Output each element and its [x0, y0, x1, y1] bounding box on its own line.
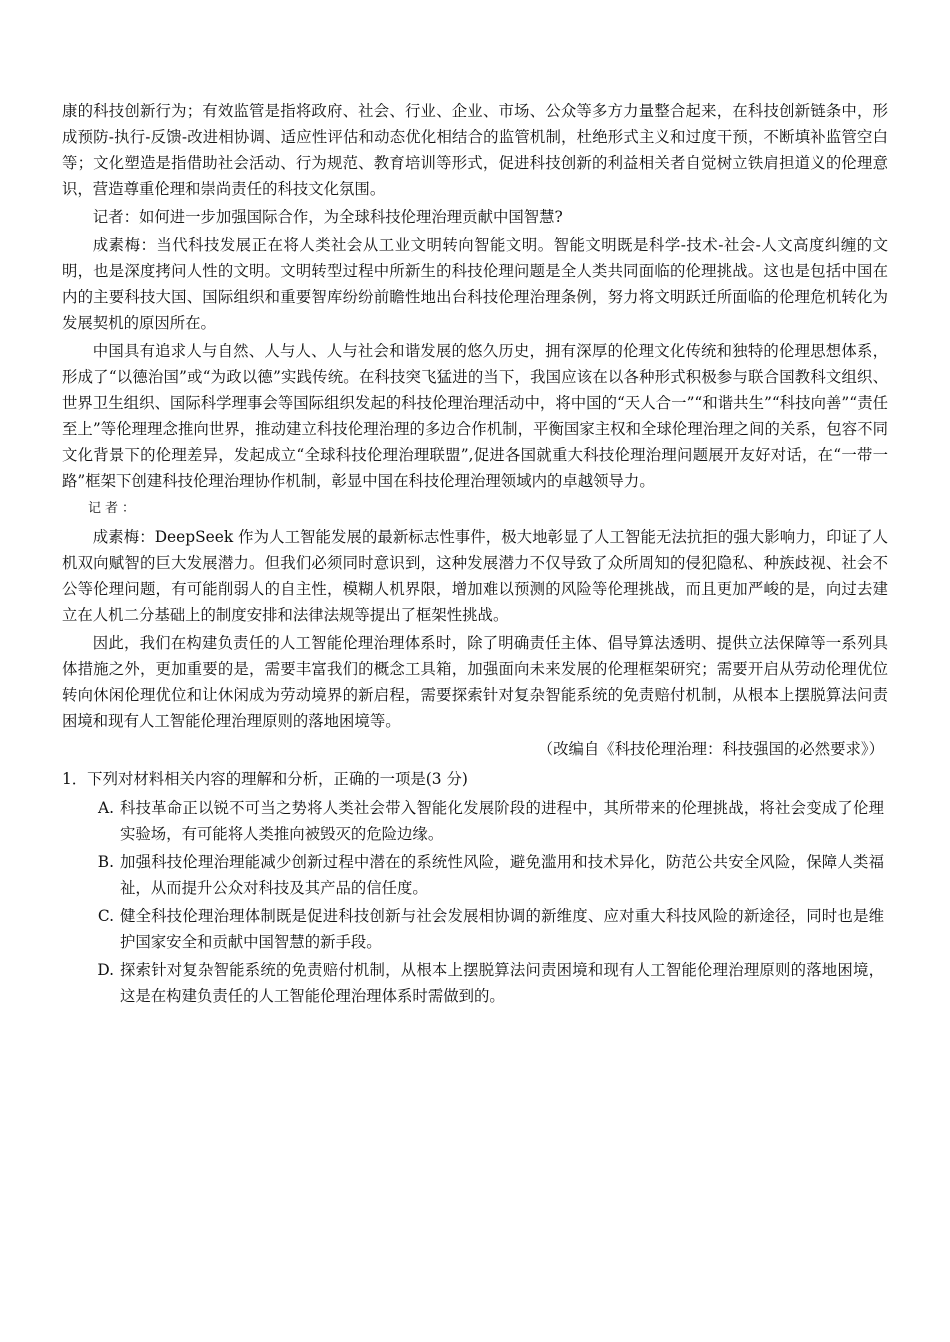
option-text: 健全科技伦理治理体制既是促进科技创新与社会发展相协调的新维度、应对重大科技风险的新途径，同时也是维护国家安全和贡献中国智慧的新手段。	[120, 907, 884, 951]
option-text: 科技革命正以锐不可当之势将人类社会带入智能化发展阶段的进程中，其所带来的伦理挑战，将社会变成了伦理实验场，有可能将人类推向被毁灭的危险边缘。	[120, 799, 884, 843]
paragraph-5: 记者：	[88, 501, 140, 516]
paragraph-7: 因此，我们在构建负责任的人工智能伦理治理体系时，除了明确责任主体、倡导算法透明、提供立法保障等一系列具体措施之外，更加重要的是，需要丰富我们的概念工具箱，加强面向未来发展的伦理框架研究；需要开启从劳动伦理优位转向休闲伦理优位和让休闲成为劳动境界的新启程，需要探索针对复杂智能系统的免责赔付机制，从根本上摆脱算法问责困境和现有人工智能伦理治理原则的落地困境等。	[62, 634, 888, 730]
option-letter: C.	[97, 907, 114, 925]
option-b[interactable]	[62, 849, 888, 901]
article	[62, 98, 888, 762]
option-letter: A.	[97, 799, 114, 817]
option-letter: B.	[97, 853, 114, 871]
option-c[interactable]	[62, 903, 888, 955]
paragraph-6: 成素梅：DeepSeek 作为人工智能发展的最新标志性事件，极大地彰显了人工智能无法抗拒的强大影响力，印证了人机双向赋智的巨大发展潜力。但我们必须同时意识到，这种发展潜力不仅导致了众所周知的侵犯隐私、种族歧视、社会不公等伦理问题，有可能削弱人的自主性，模糊人机界限，增加难以预测的风险等伦理挑战，而且更加严峻的是，向过去建立在人机二分基础上的制度安排和法律法规等提出了框架性挑战。	[62, 528, 888, 624]
paragraph-1: 康的科技创新行为；有效监管是指将政府、社会、行业、企业、市场、公众等多方力量整合起来，在科技创新链条中，形成预防-执行-反馈-改进相协调、适应性评估和动态优化相结合的监管机制，杜绝形式主义和过度干预，不断填补监管空白等；文化塑造是指借助社会活动、行为规范、教育培训等形式，促进科技创新的利益相关者自觉树立铁肩担道义的伦理意识，营造尊重伦理和崇尚责任的科技文化氛围。	[62, 102, 888, 198]
option-text: 探索针对复杂智能系统的免责赔付机制，从根本上摆脱算法问责困境和现有人工智能伦理治理原则的落地困境，这是在构建负责任的人工智能伦理治理体系时需做到的。	[120, 961, 884, 1005]
question-stem: 1．下列对材料相关内容的理解和分析，正确的一项是(3 分)	[62, 770, 468, 788]
option-d[interactable]	[62, 957, 888, 1009]
question-1	[62, 766, 888, 1009]
article-source: （改编自《科技伦理治理：科技强国的必然要求》）	[537, 740, 884, 758]
option-text: 加强科技伦理治理能减少创新过程中潜在的系统性风险，避免滥用和技术异化，防范公共安全风险，保障人类福祉，从而提升公众对科技及其产品的信任度。	[120, 853, 884, 897]
paragraph-2: 记者：如何进一步加强国际合作，为全球科技伦理治理贡献中国智慧?	[92, 208, 563, 226]
paragraph-4: 中国具有追求人与自然、人与人、人与社会和谐发展的悠久历史，拥有深厚的伦理文化传统和独特的伦理思想体系，形成了“以德治国”或“为政以德”实践传统。在科技突飞猛进的当下，我国应该在以各种形式积极参与联合国教科文组织、世界卫生组织、国际科学理事会等国际组织发起的科技伦理治理活动中，将中国的“天人合一”“和谐共生”“科技向善”“责任至上”等伦理理念推向世界，推动建立科技伦理治理的多边合作机制，平衡国家主权和全球伦理治理之间的关系，包容不同文化背景下的伦理差异，发起成立“全球科技伦理治理联盟”,促进各国就重大科技伦理治理问题展开友好对话，在“一带一路”框架下创建科技伦理治理协作机制，彰显中国在科技伦理治理领域内的卓越领导力。	[62, 342, 888, 490]
paragraph-3: 成素梅：当代科技发展正在将人类社会从工业文明转向智能文明。智能文明既是科学-技术-社会-人文高度纠缠的文明，也是深度拷问人性的文明。文明转型过程中所新生的科技伦理问题是全人类共同面临的伦理挑战。这也是包括中国在内的主要科技大国、国际组织和重要智库纷纷前瞻性地出台科技伦理治理条例，努力将文明跃迁所面临的伦理危机转化为发展契机的原因所在。	[62, 236, 888, 332]
option-letter: D.	[97, 961, 114, 979]
option-a[interactable]	[62, 795, 888, 847]
